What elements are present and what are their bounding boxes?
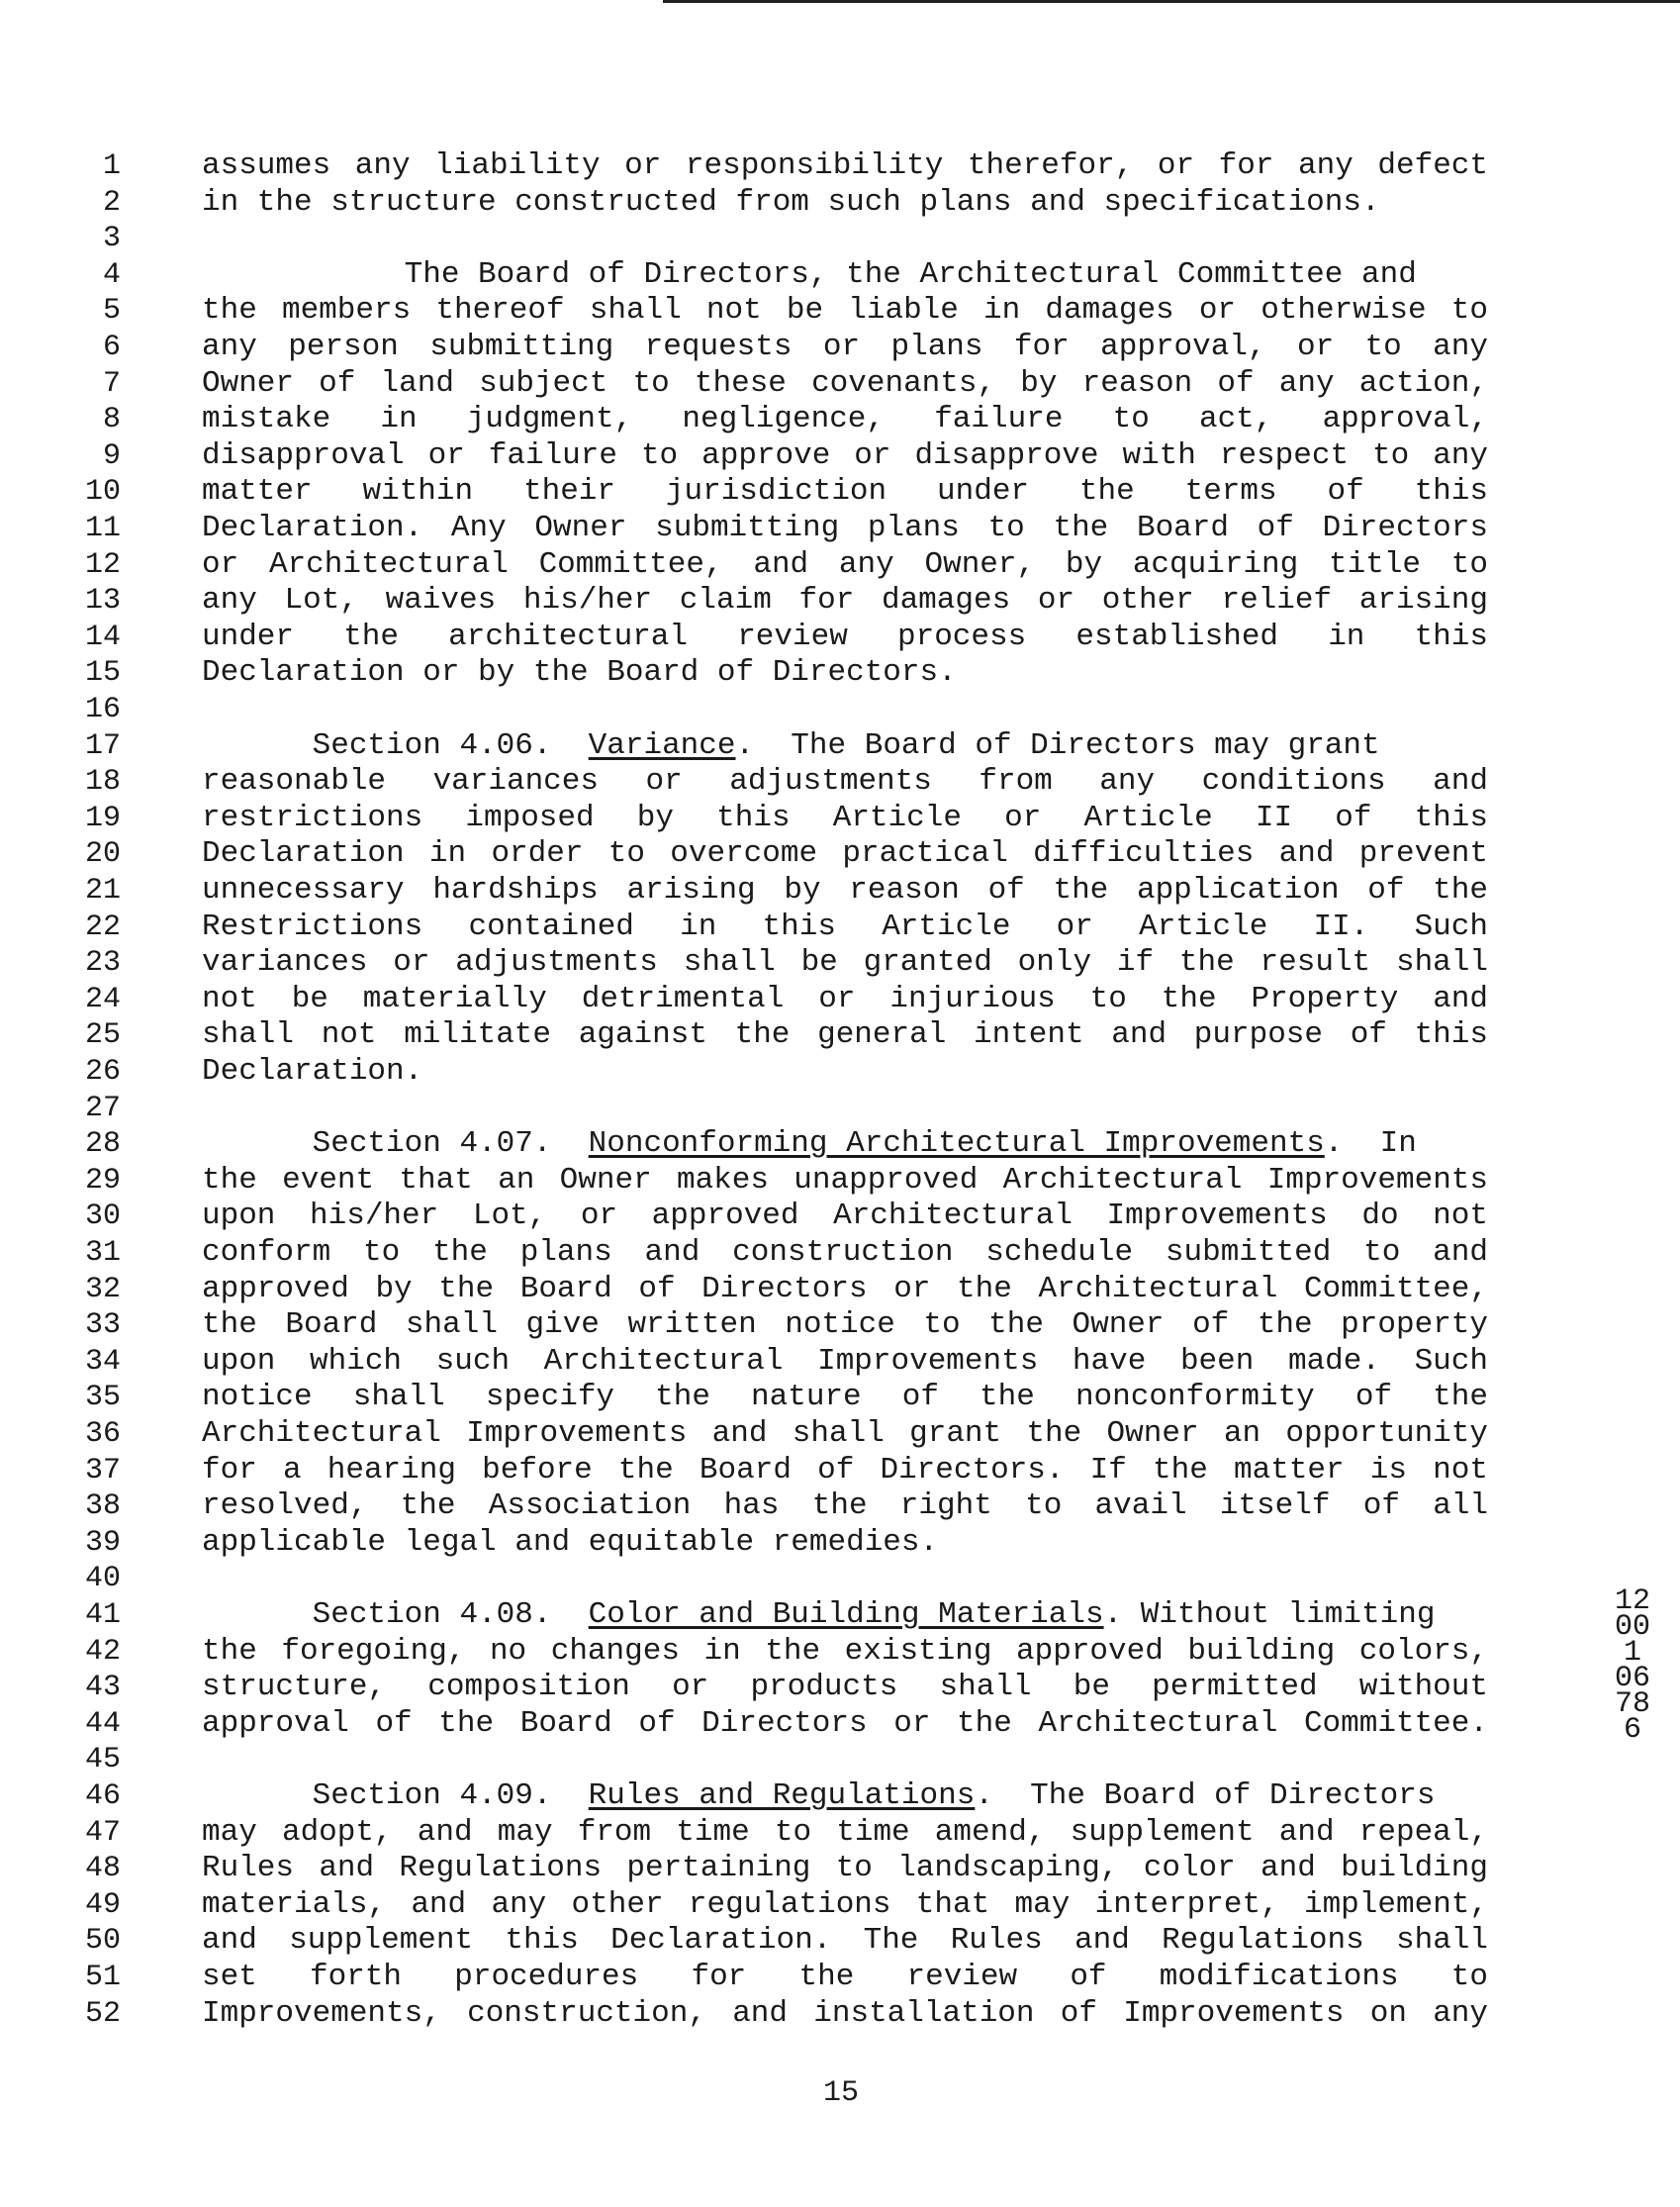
line-text — [202, 366, 1488, 402]
line-text — [202, 1706, 1488, 1742]
line-number: 7 — [102, 366, 121, 401]
line-text — [202, 1380, 1488, 1415]
text-run: upon which such Architectural Improvements have been made. Such — [202, 1343, 1488, 1379]
line-number: 40 — [84, 1562, 121, 1596]
section-heading: Variance — [588, 727, 736, 763]
text-run: . In — [1324, 1126, 1417, 1162]
top-rule — [663, 0, 1680, 3]
text-run: set forth procedures for the review of modifications to — [202, 1960, 1488, 1994]
line-text — [202, 836, 1488, 872]
text-run: Section 4.06. — [202, 727, 589, 763]
text-run: restrictions imposed by this Article or Article II of this — [202, 800, 1488, 835]
section-heading: Nonconforming Architectural Improvements — [588, 1126, 1325, 1162]
text-run: Improvements, construction, and installation of Improvements on any — [202, 1995, 1488, 2031]
line-text — [202, 1199, 1488, 1234]
text-run: Section 4.07. — [202, 1126, 589, 1162]
line-text — [202, 910, 1488, 945]
text-run: reasonable variances or adjustments from any conditions and — [202, 764, 1488, 800]
line-number: 39 — [84, 1525, 121, 1560]
line-number: 42 — [84, 1634, 121, 1669]
line-number: 29 — [84, 1163, 121, 1198]
line-number: 37 — [84, 1453, 121, 1487]
line-number: 33 — [84, 1308, 121, 1343]
line-text — [202, 1416, 1488, 1452]
line-text — [202, 620, 1488, 655]
text-run: Declaration or by the Board of Directors. — [202, 655, 957, 691]
text-run: Declaration. — [202, 1054, 423, 1089]
line-number: 48 — [84, 1852, 121, 1886]
line-number: 49 — [84, 1887, 121, 1922]
line-number: 36 — [84, 1417, 121, 1451]
line-number: 41 — [84, 1598, 121, 1632]
text-run: Section 4.09. — [202, 1778, 589, 1813]
line-text — [202, 402, 1488, 437]
text-run: materials, and any other regulations that may interpret, implement, — [202, 1886, 1488, 1922]
line-number: 13 — [84, 584, 121, 619]
text-run: shall not militate against the general intent and purpose of this — [202, 1017, 1488, 1053]
line-number: 31 — [84, 1236, 121, 1270]
line-text — [202, 547, 1488, 583]
line-text — [202, 1488, 1488, 1524]
text-run: may adopt, and may from time to time amend, supplement and repeal, — [202, 1814, 1488, 1850]
text-run: any Lot, waives his/her claim for damages or other relief arising — [202, 583, 1488, 619]
line-number: 28 — [84, 1127, 121, 1162]
line-number: 32 — [84, 1272, 121, 1306]
line-number: 4 — [102, 257, 121, 292]
text-run: Rules and Regulations pertaining to landscaping, color and building — [202, 1851, 1488, 1886]
line-number: 45 — [84, 1743, 121, 1777]
text-run: for a hearing before the Board of Directors. If the matter is not — [202, 1452, 1488, 1487]
line-text — [202, 728, 1488, 764]
line-text — [202, 511, 1488, 546]
line-text — [202, 1778, 1488, 1814]
line-text — [202, 1344, 1488, 1380]
line-number: 44 — [84, 1706, 121, 1741]
text-run: structure, composition or products shall be permitted without — [202, 1670, 1488, 1705]
line-number: 18 — [84, 765, 121, 800]
line-text — [202, 945, 1488, 981]
line-number: 52 — [84, 1996, 121, 2031]
line-text — [202, 1235, 1488, 1271]
line-text — [202, 1634, 1488, 1670]
side-stamp: 12001 06786 — [1614, 1584, 1650, 1747]
line-text — [202, 1597, 1488, 1633]
text-run: disapproval or failure to approve or disapprove with respect to any — [202, 437, 1488, 473]
text-run: unnecessary hardships arising by reason of the application of the — [202, 873, 1488, 908]
line-text — [202, 1017, 1488, 1053]
text-run: the foregoing, no changes in the existing approved building colors, — [202, 1633, 1488, 1669]
text-run: the Board shall give written notice to the Owner of the property — [202, 1307, 1488, 1343]
line-text — [202, 1887, 1488, 1923]
line-number: 47 — [84, 1815, 121, 1850]
section-heading: Color and Building Materials — [588, 1597, 1104, 1632]
text-run: in the structure constructed from such plans and specifications. — [202, 184, 1380, 220]
text-run: . The Board of Directors may grant — [735, 727, 1380, 763]
page-number: 15 — [822, 2076, 859, 2110]
line-text — [202, 474, 1488, 510]
line-text — [202, 1996, 1488, 2032]
line-number: 51 — [84, 1961, 121, 1994]
text-run: upon his/her Lot, or approved Architectural Improvements do not — [202, 1199, 1488, 1234]
line-number: 43 — [84, 1671, 121, 1705]
line-number: 11 — [84, 512, 121, 545]
line-number: 6 — [102, 331, 121, 364]
line-text — [202, 148, 1488, 184]
line-number: 3 — [102, 222, 121, 256]
text-run: applicable legal and equitable remedies. — [202, 1524, 939, 1560]
line-number: 30 — [84, 1199, 121, 1234]
line-number: 24 — [84, 982, 121, 1016]
text-run: conform to the plans and construction schedule submitted to and — [202, 1235, 1488, 1270]
line-number: 2 — [102, 185, 121, 220]
line-text — [202, 1126, 1488, 1162]
line-text — [202, 1851, 1488, 1886]
line-text — [202, 655, 1488, 691]
text-run: approved by the Board of Directors or the Architectural Committee, — [202, 1271, 1488, 1306]
text-run: under the architectural review process established in this — [202, 619, 1488, 654]
line-number: 50 — [84, 1924, 121, 1959]
text-run: and supplement this Declaration. The Rules and Regulations shall — [202, 1923, 1488, 1959]
line-text — [202, 583, 1488, 619]
text-run: or Architectural Committee, and any Owner, by acquiring title to — [202, 546, 1488, 582]
text-run: assumes any liability or responsibility therefor, or for any defect — [202, 148, 1488, 183]
line-text — [202, 801, 1488, 836]
text-run: Restrictions contained in this Article or Article II. Such — [202, 909, 1488, 944]
line-number: 27 — [84, 1091, 121, 1125]
line-number: 23 — [84, 946, 121, 981]
line-text — [202, 438, 1488, 474]
text-run: not be materially detrimental or injurious to the Property and — [202, 981, 1488, 1016]
line-text — [202, 982, 1488, 1017]
line-text — [202, 293, 1488, 329]
line-number: 34 — [84, 1344, 121, 1379]
line-text — [202, 1307, 1488, 1343]
text-run: the event that an Owner makes unapproved Architectural Improvements — [202, 1162, 1488, 1198]
text-run: matter within their jurisdiction under the terms of this — [202, 474, 1488, 510]
line-number: 22 — [84, 910, 121, 944]
line-number: 5 — [102, 294, 121, 329]
line-text — [202, 1960, 1488, 1995]
line-number: 35 — [84, 1381, 121, 1415]
line-number: 16 — [84, 693, 121, 726]
line-number: 26 — [84, 1055, 121, 1089]
line-number: 21 — [84, 874, 121, 908]
line-text — [202, 1815, 1488, 1851]
line-text — [202, 257, 1488, 293]
line-text — [202, 185, 1488, 221]
line-text — [202, 330, 1488, 365]
line-number: 12 — [84, 547, 121, 582]
text-run: the members thereof shall not be liable in damages or otherwise to — [202, 293, 1488, 329]
line-number: 15 — [84, 656, 121, 691]
text-run: any person submitting requests or plans for approval, or to any — [202, 330, 1488, 364]
line-number: 38 — [84, 1489, 121, 1524]
text-run: variances or adjustments shall be granted only if the result shall — [202, 945, 1488, 981]
line-number: 25 — [84, 1018, 121, 1053]
text-run: resolved, the Association has the right to avail itself of all — [202, 1488, 1488, 1524]
line-text — [202, 1670, 1488, 1705]
text-run: . Without limiting — [1103, 1597, 1436, 1632]
text-run: Owner of land subject to these covenants, by reason of any action, — [202, 365, 1488, 401]
text-run: Declaration. Any Owner submitting plans to the Board of Directors — [202, 511, 1488, 545]
text-run: Architectural Improvements and shall grant the Owner an opportunity — [202, 1416, 1488, 1451]
line-number: 17 — [84, 728, 121, 763]
line-number: 14 — [84, 620, 121, 654]
section-heading: Rules and Regulations — [588, 1778, 976, 1813]
text-run: Declaration in order to overcome practical difficulties and prevent — [202, 836, 1488, 872]
line-number: 10 — [84, 475, 121, 510]
line-text — [202, 1525, 1488, 1561]
line-text — [202, 764, 1488, 800]
line-text — [202, 1272, 1488, 1307]
text-run: The Board of Directors, the Architectural Committee and — [202, 256, 1417, 292]
line-number: 1 — [102, 149, 121, 183]
line-number: 19 — [84, 801, 121, 835]
line-number: 8 — [102, 403, 121, 437]
line-number: 20 — [84, 837, 121, 872]
line-text — [202, 1453, 1488, 1488]
line-text — [202, 1163, 1488, 1199]
text-run: Section 4.08. — [202, 1597, 589, 1632]
line-number: 9 — [102, 438, 121, 473]
text-run: approval of the Board of Directors or the Architectural Committee. — [202, 1705, 1488, 1741]
line-number: 46 — [84, 1779, 121, 1813]
line-text — [202, 1923, 1488, 1959]
text-run: mistake in judgment, negligence, failure to act, approval, — [202, 402, 1488, 437]
text-run: . The Board of Directors — [975, 1778, 1436, 1813]
text-run: notice shall specify the nature of the nonconformity of the — [202, 1380, 1488, 1415]
line-text — [202, 873, 1488, 909]
line-text — [202, 1054, 1488, 1090]
